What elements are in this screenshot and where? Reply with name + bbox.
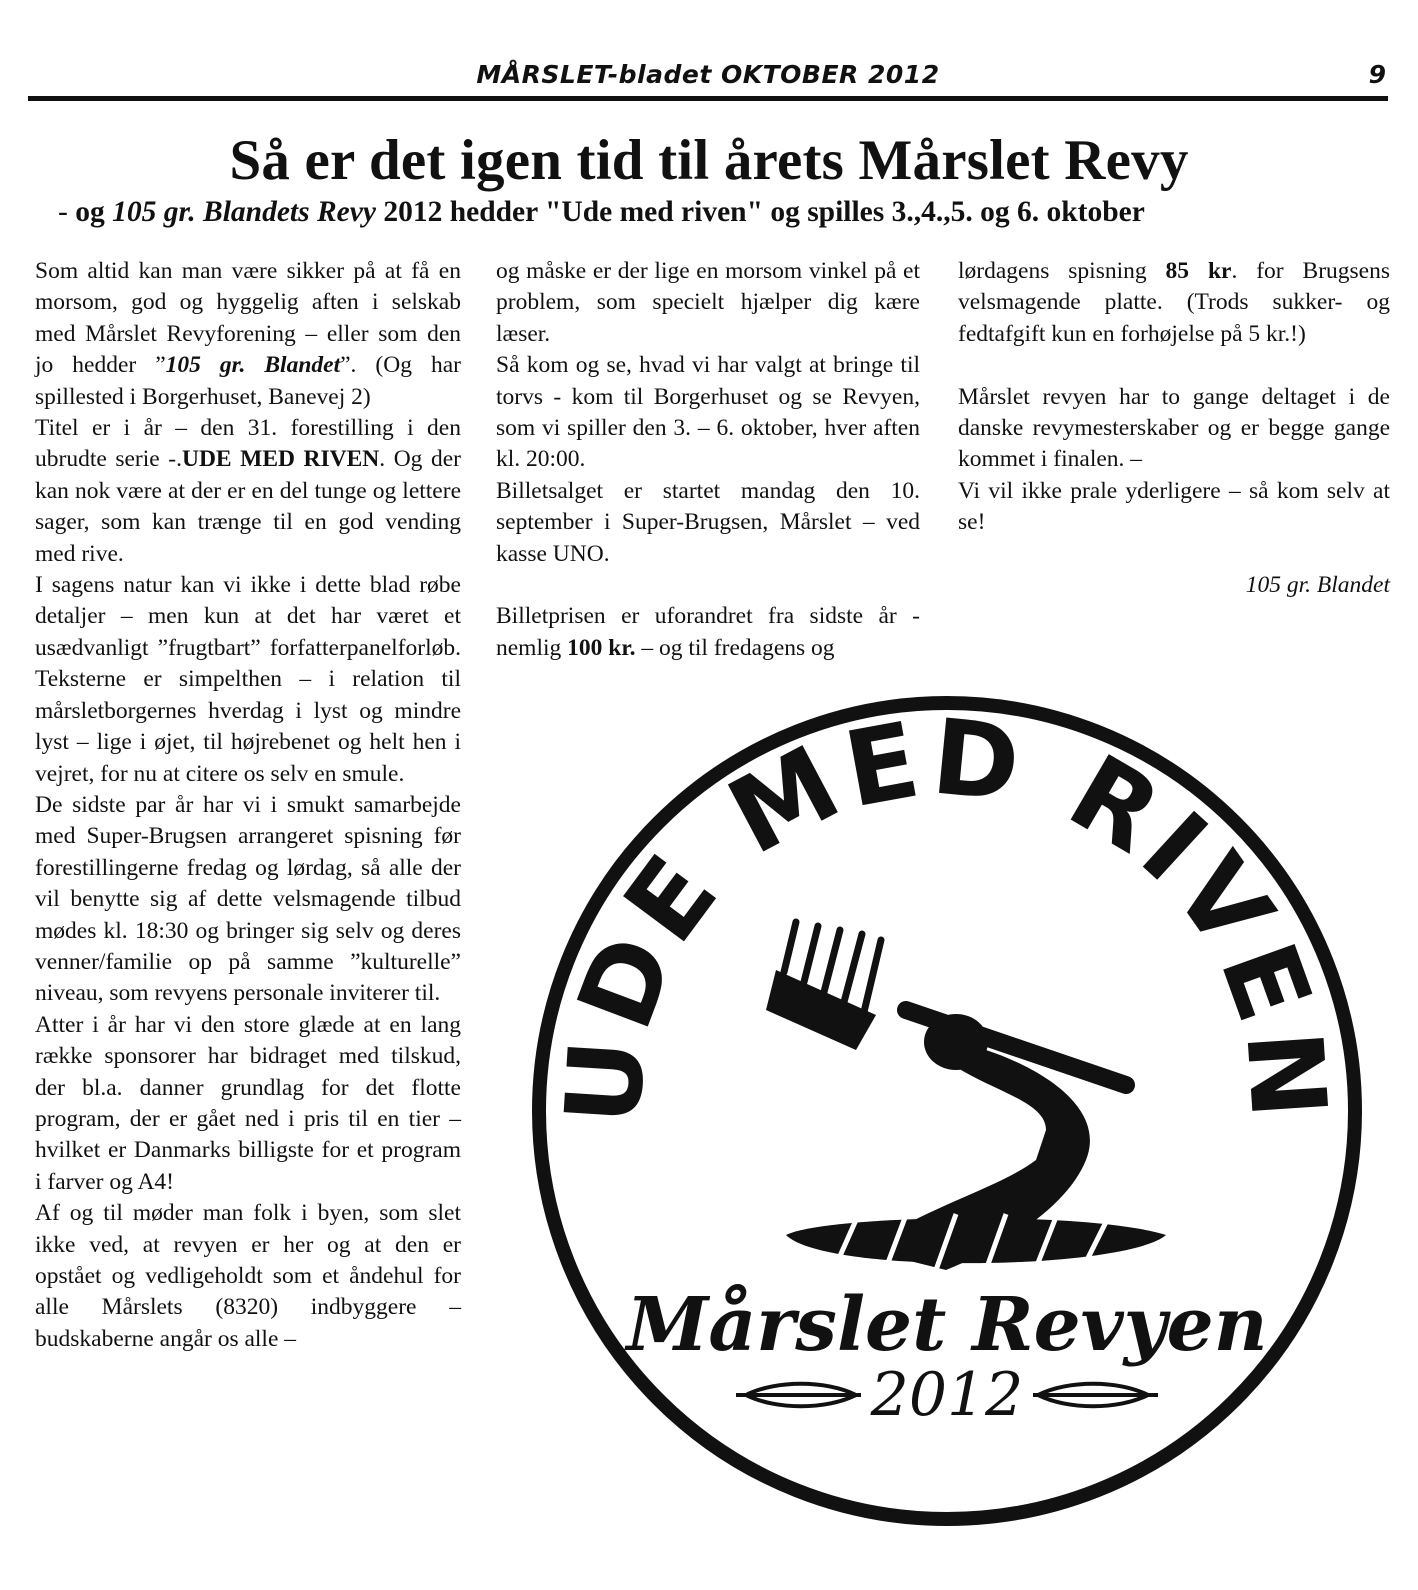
article-signature: 105 gr. Blandet	[1245, 572, 1390, 599]
paragraph: Vi vil ikke prale yderligere – så kom selv at se!	[958, 477, 1390, 536]
text-run: . Og der kan nok være at der er en del tunge og lettere sager, som kan trænge til en god vending med rive.	[35, 446, 461, 567]
paragraph: Så kom og se, hvad vi har valgt at bringe til torvs - kom til Borgerhuset og se Revyen, som vi spiller den 3. – 6. oktober, hver aften kl. 20:00.	[496, 352, 920, 473]
article-column-2	[496, 256, 920, 664]
article-column-3	[958, 256, 1390, 601]
page-number: 9	[1368, 60, 1386, 89]
logo-arc-title: UDE MED RIVEN	[541, 695, 1351, 1129]
text-run: . for Brugsens velsmagende platte. (Trods sukker- og fedtafgift kun en forhøjelse på 5 kr.!)	[958, 258, 1390, 347]
text-run: Titel er i år – den 31. forestilling i den ubrudte serie -.	[35, 415, 461, 473]
spacer	[958, 350, 1390, 381]
subhead-dash: -	[58, 196, 76, 228]
subhead-rest: 2012 hedder "Ude med riven" og spilles 3.,4.,5. og 6. oktober	[375, 196, 1145, 228]
revy-logo	[526, 690, 1368, 1532]
paragraph	[496, 601, 920, 664]
text-run-bold: 100 kr.	[567, 634, 636, 661]
text-run: Som altid kan man være sikker på at få en morsom, god og hyggelig aften i selskab med Mårslet Revyforening – eller som den jo hedder ”	[35, 258, 461, 379]
publication-title: MÅRSLET-bladet OKTOBER 2012	[476, 60, 940, 89]
paragraph: Billetsalget er startet mandag den 10. september i Super-Brugsen, Mårslet – ved kasse UNO.	[496, 477, 920, 567]
text-run-bold-italic: 105 gr. Blandet	[165, 352, 341, 379]
text-run: – og til fredagens og	[635, 634, 835, 661]
text-run: Billetprisen er uforandret fra sidste år - nemlig	[496, 603, 920, 661]
paragraph: Mårslet revyen har to gange deltaget i de danske revymesterskaber og er begge gange kommet i finalen. –	[958, 383, 1390, 473]
spacer	[496, 570, 920, 601]
paragraph: Atter i år har vi den store glæde at en lang række sponsorer har bidraget med tilskud, der bl.a. danner grundlag for det flotte program, der er gået ned i pris til en tier – hvilket er Danmarks billigste for et program i farver og A4!	[35, 1011, 461, 1195]
article-subheadline	[58, 196, 1145, 229]
spacer	[958, 539, 1390, 570]
subhead-og: og	[75, 196, 113, 228]
paragraph	[35, 256, 461, 413]
text-run-bold: 85 kr	[1165, 258, 1232, 284]
paragraph: Af og til møder man folk i byen, som slet ikke ved, at revyen er her og at den er opstået og vedligeholdt som et åndehul for alle Mårslets (8320) indbyggere – budskaberne angår os alle –	[35, 1200, 461, 1352]
logo-year: 2012	[870, 1360, 1024, 1430]
subhead-revy-name: 105 gr. Blandets Revy	[112, 196, 376, 228]
paragraph: De sidste par år har vi i smukt samarbejde med Super-Brugsen arrangeret spisning før forestillingerne fredag og lørdag, så alle der vil benytte sig af dette velsmagende tilbud mødes kl. 18:30 og bringer sig selv og deres venner/familie op på samme ”kulturelle” niveau, som revyens personale inviterer til.	[35, 791, 461, 1007]
paragraph: I sagens natur kan vi ikke i dette blad røbe detaljer – men kun at det har været et usædvanligt ”frugtbart” forfatterpanelforløb. Teksterne er simpelthen – i relation til mårsletborgernes hverdag i lyst og mindre lyst – lige i øjet, til højrebenet og helt hen i vejret, for nu at citere os selv en smule.	[35, 572, 461, 787]
text-run: lørdagens spisning	[958, 258, 1166, 284]
paragraph	[35, 413, 461, 570]
logo-script-title: Mårslet Revyen	[626, 1282, 1268, 1368]
paragraph	[958, 256, 1390, 350]
paragraph: og måske er der lige en morsom vinkel på et problem, som specielt hjælper dig kære læser.	[496, 258, 920, 347]
article-headline: Så er det igen tid til årets Mårslet Revy	[229, 129, 1189, 192]
text-run: ”. (Og har spillested i Borgerhuset, Banevej 2)	[35, 352, 461, 410]
page-header	[28, 58, 1388, 101]
article-column-1	[35, 256, 461, 1355]
text-run-bold: UDE MED RIVEN	[181, 446, 380, 473]
